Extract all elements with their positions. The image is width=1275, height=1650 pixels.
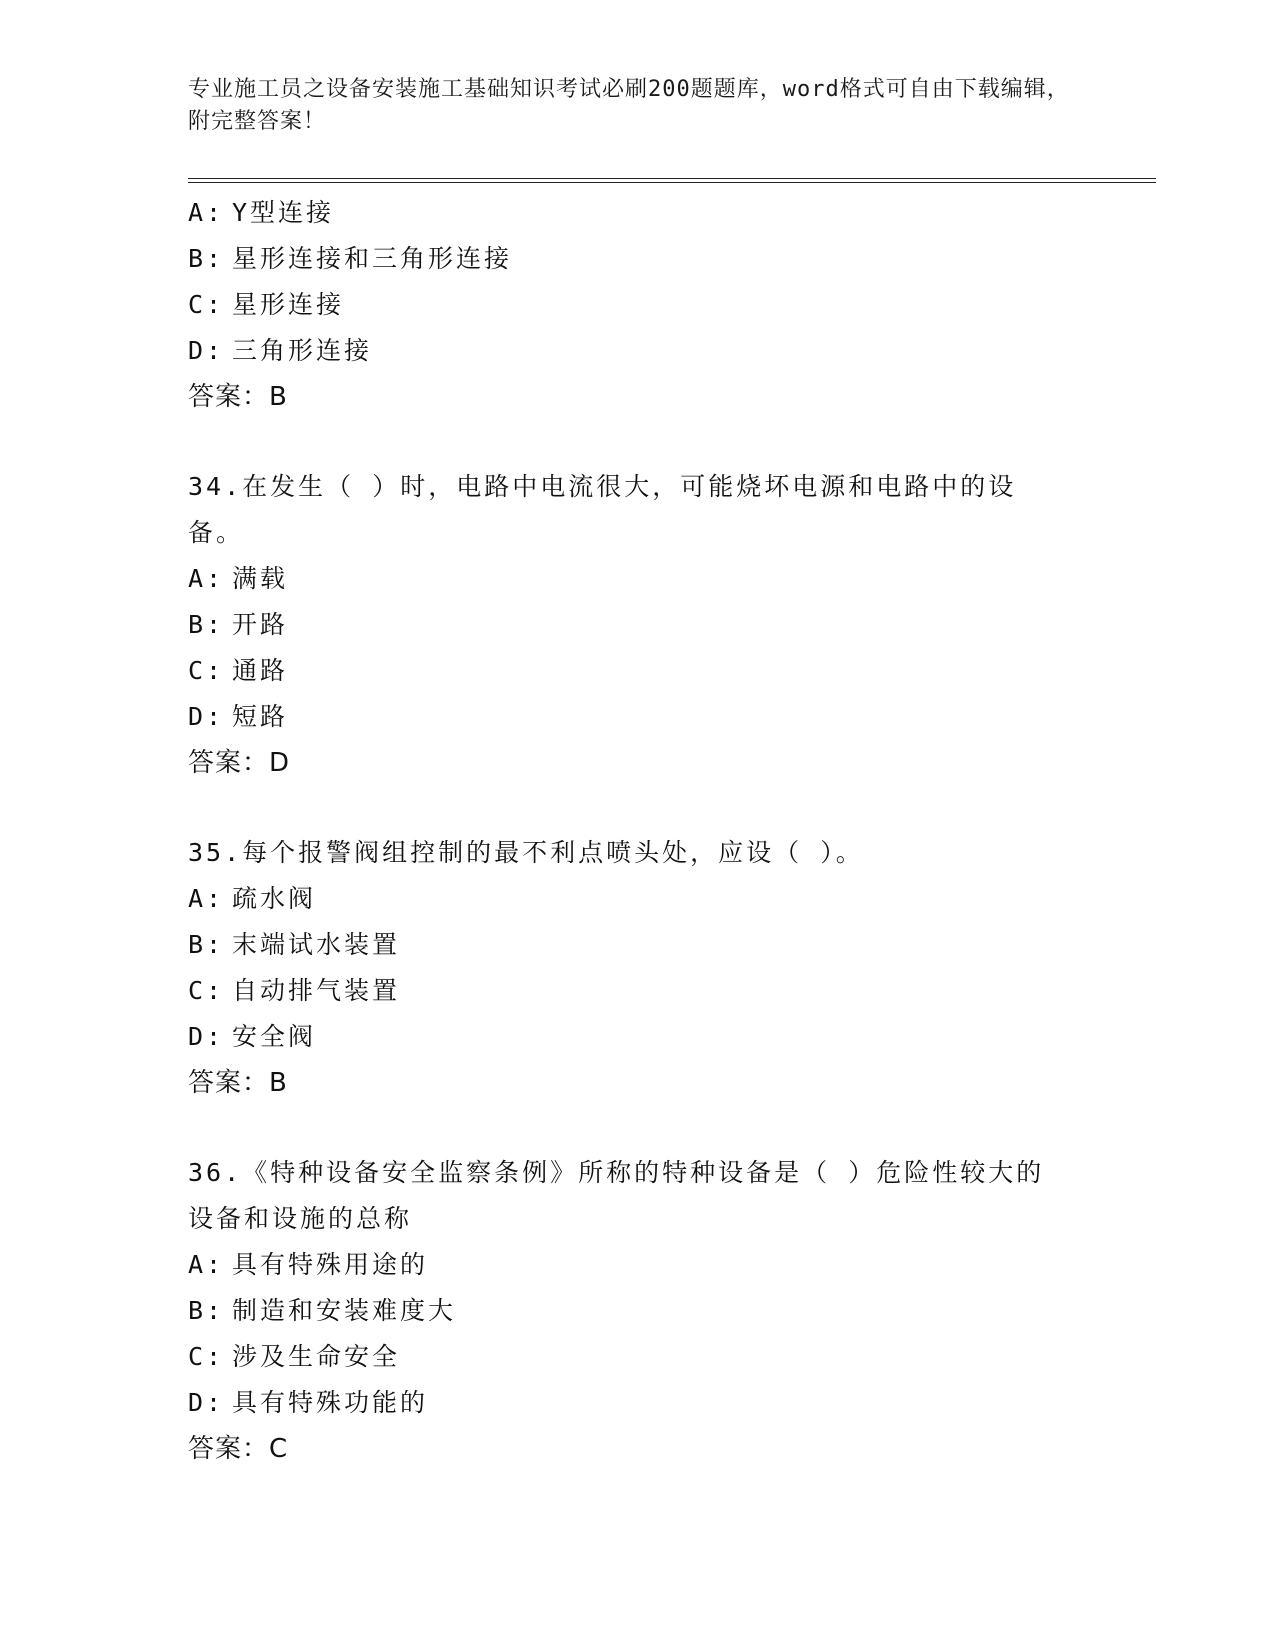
question-stem: 35.每个报警阀组控制的最不利点喷头处，应设（ ）。 [188,838,864,867]
option-text: 涉及生命安全 [232,1342,401,1371]
question-stem: 36.《特种设备安全监察条例》所称的特种设备是（ ）危险性较大的设备和设施的总称 [188,1158,1045,1233]
question-36 [188,1150,1088,1472]
option-text: 开路 [232,610,289,639]
option-text: 星形连接 [232,290,345,319]
document-header: 专业施工员之设备安装施工基础知识考试必刷200题题库，word格式可自由下载编辑，附完整答案！ [188,77,1070,134]
option-letter: B: [188,1296,225,1325]
option-text: 具有特殊功能的 [232,1388,429,1417]
option-letter: B: [188,244,225,273]
answer-line: 答案：B [188,382,288,412]
option-c [188,282,1088,328]
option-c [188,648,1088,694]
option-text: 短路 [232,702,289,731]
option-text: 末端试水装置 [232,930,401,959]
option-c [188,968,1088,1014]
option-b [188,236,1088,282]
option-b [188,1288,1088,1334]
option-letter: B: [188,610,225,639]
option-b [188,922,1088,968]
option-text: 通路 [232,656,289,685]
option-text: 安全阀 [232,1022,317,1051]
option-d [188,694,1088,740]
option-letter: D: [188,702,225,731]
option-text: 自动排气装置 [232,976,401,1005]
answer-line: 答案：D [188,748,291,778]
option-text: Y型连接 [232,198,335,227]
option-letter: C: [188,1342,225,1371]
previous-question [188,190,1088,420]
option-letter: A: [188,198,225,227]
option-letter: C: [188,656,225,685]
question-stem: 34.在发生（ ）时，电路中电流很大，可能烧坏电源和电路中的设备。 [188,472,1017,547]
option-d [188,1380,1088,1426]
option-a [188,556,1088,602]
option-letter: A: [188,1250,225,1279]
answer-line: 答案：C [188,1434,289,1464]
option-text: 制造和安装难度大 [232,1296,457,1325]
option-a [188,190,1088,236]
option-text: 具有特殊用途的 [232,1250,429,1279]
option-letter: A: [188,884,225,913]
option-text: 疏水阀 [232,884,317,913]
option-text: 三角形连接 [232,336,373,365]
option-a [188,1242,1088,1288]
question-35 [188,830,1088,1106]
option-letter: D: [188,336,225,365]
option-a [188,876,1088,922]
option-letter: C: [188,290,225,319]
option-b [188,602,1088,648]
option-text: 星形连接和三角形连接 [232,244,513,273]
option-text: 满载 [232,564,289,593]
question-34 [188,464,1088,786]
option-letter: A: [188,564,225,593]
option-d [188,328,1088,374]
option-c [188,1334,1088,1380]
option-letter: D: [188,1388,225,1417]
option-letter: B: [188,930,225,959]
question-content [188,190,1088,1472]
option-letter: C: [188,976,225,1005]
header-divider [188,178,1156,183]
answer-line: 答案：B [188,1068,288,1098]
option-letter: D: [188,1022,225,1051]
option-d [188,1014,1088,1060]
